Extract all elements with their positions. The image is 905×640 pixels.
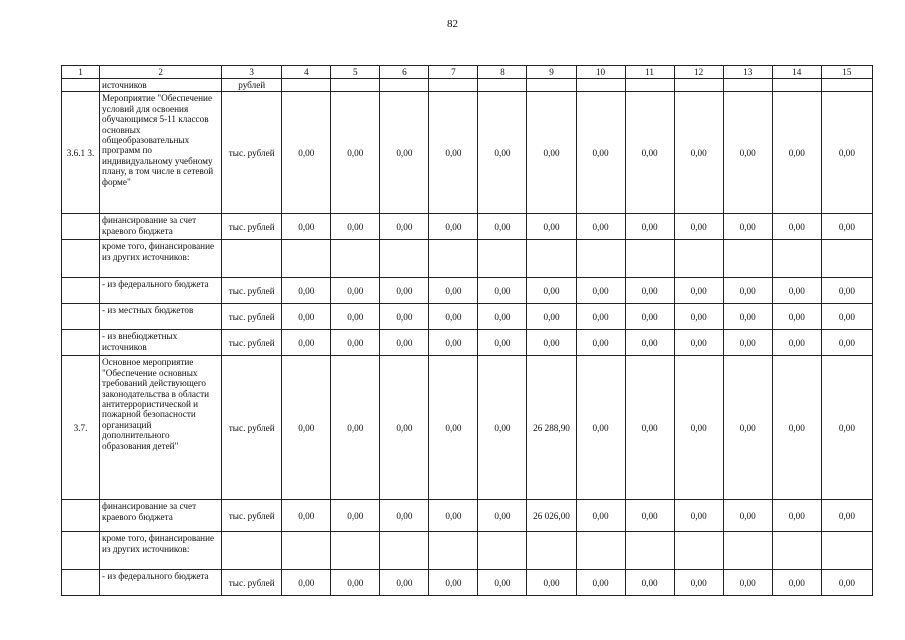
value-cell <box>674 532 723 570</box>
row-description: Основное мероприятие "Обеспечение основных требований действующего законодательства в области антитеррористической и пожарной безопасности организаций дополнительного образования детей" <box>100 356 222 500</box>
value-cell: 0,00 <box>429 356 478 500</box>
value-cell <box>331 532 380 570</box>
value-cell: 0,00 <box>331 356 380 500</box>
value-cell: 0,00 <box>576 570 625 596</box>
value-cell: 0,00 <box>625 570 674 596</box>
value-cell <box>282 240 331 278</box>
value-cell: 0,00 <box>380 570 429 596</box>
value-cell: 0,00 <box>772 278 821 304</box>
value-cell <box>429 240 478 278</box>
value-cell: 0,00 <box>380 304 429 330</box>
row-description: кроме того, финансирование из других источников: <box>100 240 222 278</box>
value-cell: 0,00 <box>772 214 821 240</box>
value-cell <box>282 532 331 570</box>
value-cell: 0,00 <box>821 356 872 500</box>
value-cell: 0,00 <box>625 278 674 304</box>
value-cell: 0,00 <box>772 356 821 500</box>
value-cell: 0,00 <box>576 278 625 304</box>
value-cell: 0,00 <box>331 214 380 240</box>
value-cell <box>821 532 872 570</box>
value-cell: 0,00 <box>576 92 625 214</box>
value-cell: 0,00 <box>380 500 429 532</box>
table-row <box>62 92 873 214</box>
value-cell: 0,00 <box>674 304 723 330</box>
value-cell <box>772 79 821 92</box>
table-row <box>62 532 873 570</box>
value-cell: 0,00 <box>821 570 872 596</box>
value-cell <box>380 240 429 278</box>
column-number: 6 <box>380 66 429 79</box>
value-cell: 0,00 <box>625 356 674 500</box>
column-number: 9 <box>527 66 576 79</box>
row-unit: тыс. рублей <box>222 570 282 596</box>
value-cell: 0,00 <box>380 330 429 356</box>
value-cell <box>527 79 576 92</box>
row-number <box>62 330 100 356</box>
value-cell <box>772 532 821 570</box>
table-row <box>62 500 873 532</box>
row-unit: тыс. рублей <box>222 92 282 214</box>
row-unit: тыс. рублей <box>222 304 282 330</box>
value-cell: 0,00 <box>478 356 527 500</box>
row-number <box>62 570 100 596</box>
value-cell: 0,00 <box>331 304 380 330</box>
value-cell: 0,00 <box>576 214 625 240</box>
value-cell: 0,00 <box>625 330 674 356</box>
row-number <box>62 79 100 92</box>
value-cell: 0,00 <box>625 500 674 532</box>
value-cell: 0,00 <box>625 304 674 330</box>
value-cell <box>429 532 478 570</box>
value-cell: 0,00 <box>282 92 331 214</box>
row-unit: тыс. рублей <box>222 356 282 500</box>
value-cell: 0,00 <box>282 278 331 304</box>
value-cell <box>527 240 576 278</box>
value-cell: 0,00 <box>478 500 527 532</box>
value-cell: 0,00 <box>429 570 478 596</box>
row-number <box>62 500 100 532</box>
value-cell: 0,00 <box>282 304 331 330</box>
value-cell: 0,00 <box>429 304 478 330</box>
value-cell: 0,00 <box>674 330 723 356</box>
row-number <box>62 214 100 240</box>
table-row <box>62 79 873 92</box>
value-cell <box>576 532 625 570</box>
value-cell <box>380 79 429 92</box>
row-description: финансирование за счет краевого бюджета <box>100 500 222 532</box>
value-cell: 0,00 <box>429 330 478 356</box>
column-number: 1 <box>62 66 100 79</box>
table-row <box>62 304 873 330</box>
value-cell: 0,00 <box>282 570 331 596</box>
row-unit: тыс. рублей <box>222 278 282 304</box>
value-cell <box>429 79 478 92</box>
value-cell: 0,00 <box>478 92 527 214</box>
value-cell: 0,00 <box>527 570 576 596</box>
value-cell: 0,00 <box>478 330 527 356</box>
value-cell: 0,00 <box>282 356 331 500</box>
value-cell <box>380 532 429 570</box>
row-description: финансирование за счет краевого бюджета <box>100 214 222 240</box>
value-cell: 0,00 <box>478 278 527 304</box>
value-cell: 0,00 <box>723 214 772 240</box>
value-cell: 0,00 <box>821 500 872 532</box>
value-cell: 0,00 <box>625 214 674 240</box>
value-cell: 0,00 <box>331 330 380 356</box>
value-cell: 0,00 <box>527 92 576 214</box>
value-cell: 0,00 <box>674 92 723 214</box>
value-cell: 0,00 <box>478 570 527 596</box>
value-cell: 0,00 <box>331 278 380 304</box>
value-cell <box>625 79 674 92</box>
value-cell: 0,00 <box>821 92 872 214</box>
row-number <box>62 240 100 278</box>
row-description: - из федерального бюджета <box>100 278 222 304</box>
value-cell: 0,00 <box>772 500 821 532</box>
column-number: 13 <box>723 66 772 79</box>
column-number: 2 <box>100 66 222 79</box>
value-cell: 0,00 <box>527 278 576 304</box>
value-cell: 26 288,90 <box>527 356 576 500</box>
value-cell: 0,00 <box>527 304 576 330</box>
column-number: 14 <box>772 66 821 79</box>
value-cell <box>723 532 772 570</box>
column-number: 7 <box>429 66 478 79</box>
row-description: - из внебюджетных источников <box>100 330 222 356</box>
value-cell <box>625 532 674 570</box>
value-cell: 0,00 <box>772 330 821 356</box>
column-number: 10 <box>576 66 625 79</box>
value-cell <box>576 240 625 278</box>
value-cell: 0,00 <box>429 92 478 214</box>
row-description: источников <box>100 79 222 92</box>
value-cell <box>674 79 723 92</box>
row-description: кроме того, финансирование из других источников: <box>100 532 222 570</box>
value-cell <box>478 79 527 92</box>
value-cell: 26 026,00 <box>527 500 576 532</box>
column-number: 4 <box>282 66 331 79</box>
row-unit: тыс. рублей <box>222 500 282 532</box>
value-cell: 0,00 <box>674 278 723 304</box>
value-cell: 0,00 <box>723 278 772 304</box>
value-cell <box>478 240 527 278</box>
column-number: 15 <box>821 66 872 79</box>
value-cell: 0,00 <box>772 570 821 596</box>
table-row <box>62 278 873 304</box>
value-cell: 0,00 <box>772 304 821 330</box>
row-description: - из федерального бюджета <box>100 570 222 596</box>
table-row <box>62 570 873 596</box>
value-cell <box>772 240 821 278</box>
row-description: Мероприятие "Обеспечение условий для освоения обучающимся 5-11 классов основных общеобразовательных программ по индивидуальному учебному плану, в том числе в сетевой форме" <box>100 92 222 214</box>
value-cell: 0,00 <box>478 214 527 240</box>
column-number: 11 <box>625 66 674 79</box>
value-cell: 0,00 <box>723 570 772 596</box>
table-row <box>62 356 873 500</box>
table-row <box>62 330 873 356</box>
row-description: - из местных бюджетов <box>100 304 222 330</box>
budget-table <box>61 65 873 596</box>
column-number: 5 <box>331 66 380 79</box>
value-cell <box>576 79 625 92</box>
row-number <box>62 532 100 570</box>
value-cell: 0,00 <box>625 92 674 214</box>
value-cell <box>674 240 723 278</box>
row-unit: тыс. рублей <box>222 214 282 240</box>
value-cell: 0,00 <box>576 500 625 532</box>
value-cell: 0,00 <box>282 330 331 356</box>
value-cell: 0,00 <box>821 214 872 240</box>
column-number: 8 <box>478 66 527 79</box>
value-cell <box>282 79 331 92</box>
value-cell: 0,00 <box>478 304 527 330</box>
value-cell: 0,00 <box>380 356 429 500</box>
row-unit <box>222 240 282 278</box>
value-cell: 0,00 <box>723 92 772 214</box>
value-cell: 0,00 <box>527 330 576 356</box>
value-cell <box>821 79 872 92</box>
value-cell <box>625 240 674 278</box>
row-unit: рублей <box>222 79 282 92</box>
value-cell: 0,00 <box>821 278 872 304</box>
value-cell: 0,00 <box>674 570 723 596</box>
value-cell <box>723 240 772 278</box>
value-cell: 0,00 <box>576 356 625 500</box>
value-cell: 0,00 <box>723 356 772 500</box>
row-number: 3.6.1 3. <box>62 92 100 214</box>
value-cell: 0,00 <box>723 304 772 330</box>
value-cell: 0,00 <box>380 214 429 240</box>
table-row <box>62 240 873 278</box>
value-cell <box>478 532 527 570</box>
value-cell: 0,00 <box>576 330 625 356</box>
row-unit <box>222 532 282 570</box>
value-cell: 0,00 <box>821 304 872 330</box>
value-cell <box>723 79 772 92</box>
value-cell: 0,00 <box>821 330 872 356</box>
table-header-row <box>62 66 873 79</box>
value-cell: 0,00 <box>429 278 478 304</box>
row-number <box>62 304 100 330</box>
row-number: 3.7. <box>62 356 100 500</box>
value-cell <box>331 79 380 92</box>
column-number: 12 <box>674 66 723 79</box>
value-cell: 0,00 <box>429 500 478 532</box>
value-cell: 0,00 <box>674 500 723 532</box>
value-cell: 0,00 <box>282 214 331 240</box>
value-cell: 0,00 <box>380 92 429 214</box>
value-cell: 0,00 <box>331 92 380 214</box>
table-row <box>62 214 873 240</box>
column-number: 3 <box>222 66 282 79</box>
value-cell: 0,00 <box>674 214 723 240</box>
row-number <box>62 278 100 304</box>
value-cell: 0,00 <box>380 278 429 304</box>
page-number: 82 <box>447 18 458 30</box>
value-cell: 0,00 <box>772 92 821 214</box>
value-cell <box>331 240 380 278</box>
table-body <box>62 66 873 596</box>
value-cell <box>527 532 576 570</box>
row-unit: тыс. рублей <box>222 330 282 356</box>
value-cell: 0,00 <box>331 500 380 532</box>
value-cell: 0,00 <box>429 214 478 240</box>
value-cell: 0,00 <box>723 500 772 532</box>
value-cell: 0,00 <box>527 214 576 240</box>
value-cell: 0,00 <box>723 330 772 356</box>
value-cell: 0,00 <box>674 356 723 500</box>
value-cell: 0,00 <box>282 500 331 532</box>
value-cell: 0,00 <box>331 570 380 596</box>
value-cell <box>821 240 872 278</box>
value-cell: 0,00 <box>576 304 625 330</box>
